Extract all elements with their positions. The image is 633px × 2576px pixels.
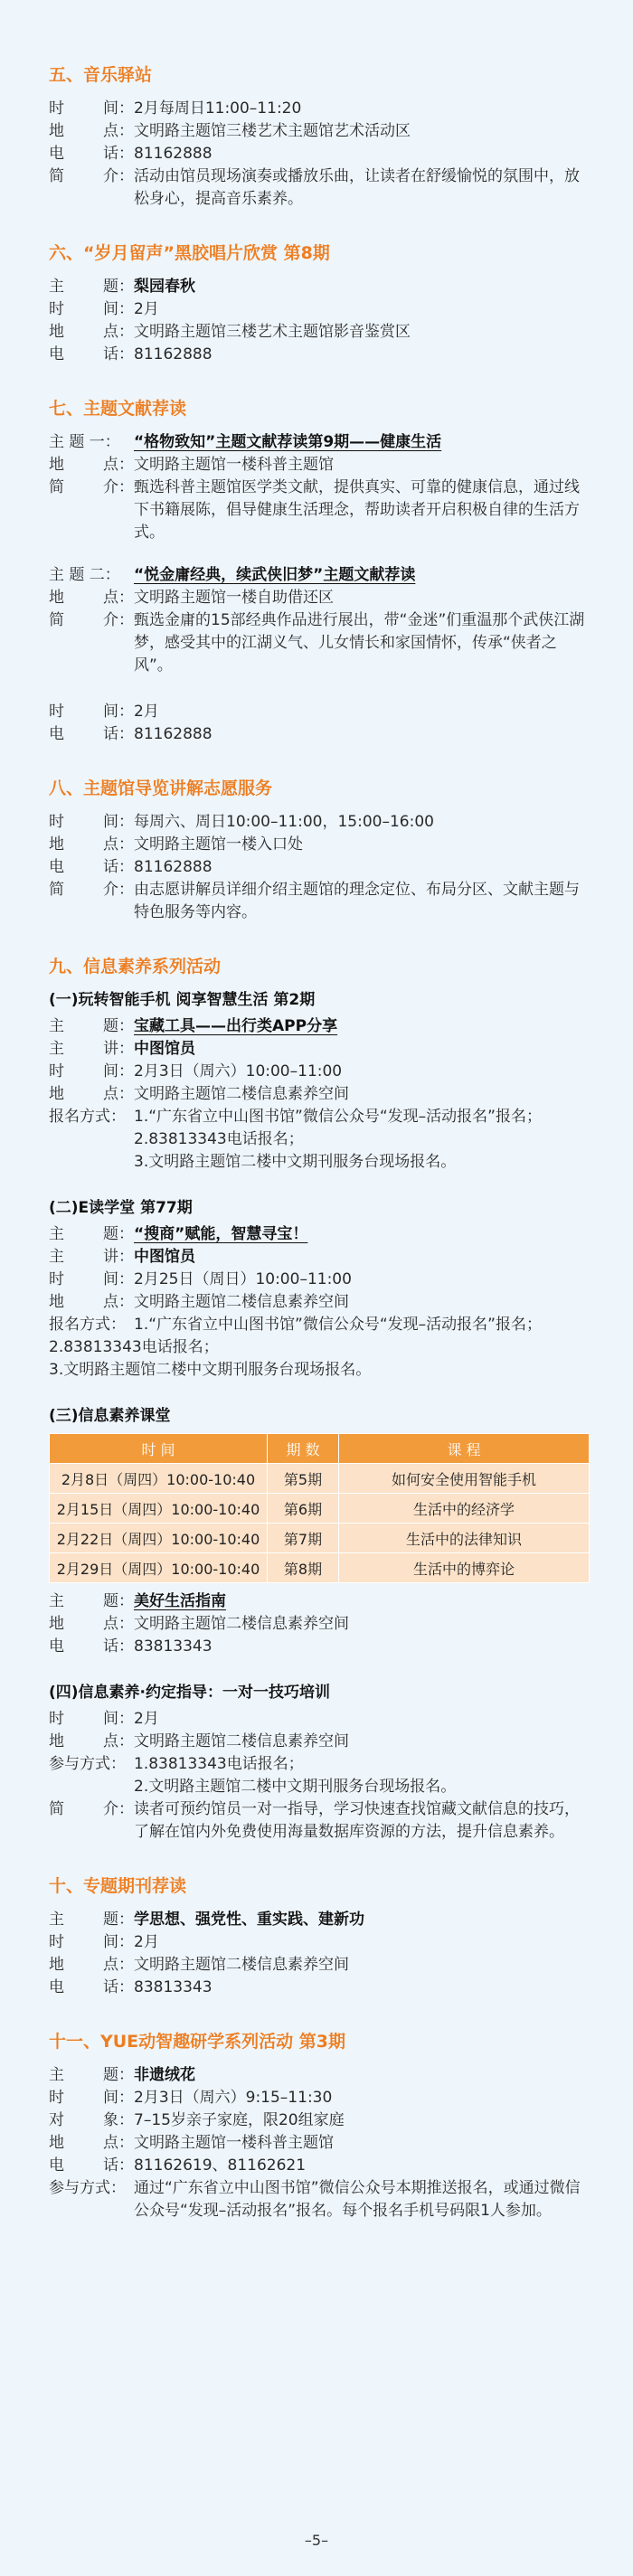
intro-label: 简 介：	[49, 478, 134, 496]
place-label: 地 点：	[49, 456, 134, 474]
theme-row: 主 题： 宝藏工具——出行类APP分享	[49, 1015, 593, 1038]
time-row: 时 间： 2月	[49, 701, 593, 723]
place-label: 地 点：	[49, 1615, 134, 1633]
theme-row: 主 题： “搜商”赋能，智慧寻宝！	[49, 1223, 593, 1246]
table-cell: 第7期	[268, 1524, 339, 1553]
time-row: 时 间： 2月	[49, 298, 593, 321]
table-row	[50, 1494, 590, 1524]
table-cell: 生活中的经济学	[339, 1494, 590, 1524]
time-row: 时 间： 每周六、周日10:00–11:00，15:00–16:00	[49, 811, 593, 834]
place-row: 地 点： 文明路主题馆一楼入口处	[49, 834, 593, 856]
schedule-table	[49, 1433, 590, 1583]
phone-label: 电 话：	[49, 345, 134, 363]
place-row: 地 点： 文明路主题馆二楼信息素养空间	[49, 1954, 593, 1977]
section-vinyl-record	[49, 241, 593, 366]
table-cell: 2月15日（周四）10:00-10:40	[50, 1494, 268, 1524]
section-info-literacy	[49, 955, 593, 1844]
join-label: 参与方式：	[49, 1755, 126, 1773]
time-label: 时 间：	[49, 1062, 134, 1080]
place-label: 地 点：	[49, 122, 134, 140]
speaker-label: 主 讲：	[49, 1040, 134, 1058]
section-special-journals	[49, 1874, 593, 1999]
phone-label: 电 话：	[49, 145, 134, 163]
signup-row: 报名方式： 1.“广东省立中山图书馆”微信公众号“发现–活动报名”报名； 2.83813343电话报名； 3.文明路主题馆二楼中文期刊服务台现场报名。	[49, 1106, 593, 1174]
section-title: 五、音乐驿站	[49, 65, 153, 85]
theme2-row: 主 题 二： “悦金庸经典，续武侠旧梦”主题文献荐读	[49, 564, 593, 587]
theme-label: 主 题：	[49, 1911, 134, 1929]
intro-label: 简 介：	[49, 167, 134, 185]
time-label: 时 间：	[49, 99, 134, 118]
phone-row: 电 话： 81162888	[49, 856, 593, 879]
place-row: 地 点： 文明路主题馆一楼科普主题馆	[49, 2132, 593, 2155]
section-theme-literature	[49, 397, 593, 746]
place-label: 地 点：	[49, 1732, 134, 1750]
time-row: 时 间： 2月	[49, 1931, 593, 1954]
table-cell: 2月22日（周四）10:00-10:40	[50, 1524, 268, 1553]
section-title: 十、专题期刊荐读	[49, 1876, 187, 1896]
phone-label: 电 话：	[49, 725, 134, 743]
phone-label: 电 话：	[49, 2156, 134, 2175]
section-music-station	[49, 63, 593, 211]
time-row: 时 间： 2月3日（周六）10:00–11:00	[49, 1061, 593, 1083]
speaker-label: 主 讲：	[49, 1248, 134, 1266]
section-study-activity	[49, 2030, 593, 2222]
time-row: 时 间： 2月25日（周日）10:00–11:00	[49, 1269, 593, 1291]
intro-row: 简 介： 甄选金庸的15部经典作品进行展出，带“金迷”们重温那个武侠江湖梦，感受其中的江湖义气、儿女情长和家国情怀，传承“侠者之风”。	[49, 609, 593, 677]
table-cell: 生活中的博弈论	[339, 1553, 590, 1583]
table-cell: 生活中的法律知识	[339, 1524, 590, 1553]
time-label: 时 间：	[49, 300, 134, 318]
table-header-cell: 期 数	[268, 1434, 339, 1464]
intro-row: 简 介： 甄选科普主题馆医学类文献，提供真实、可靠的健康信息，通过线下书籍展陈，倡导健康生活理念，帮助读者开启积极自律的生活方式。	[49, 477, 593, 544]
phone-row: 电 话： 81162888	[49, 143, 593, 165]
time-label: 时 间：	[49, 2089, 134, 2107]
table-row	[50, 1553, 590, 1583]
table-header-cell: 课 程	[339, 1434, 590, 1464]
phone-label: 电 话：	[49, 1978, 134, 1996]
theme-row: 主 题： 非遗绒花	[49, 2064, 593, 2087]
place-label: 地 点：	[49, 1085, 134, 1103]
theme-label: 主 题：	[49, 2066, 134, 2084]
signup-label: 报名方式：	[49, 1108, 126, 1126]
theme-label: 主 题：	[49, 1017, 134, 1035]
speaker-row: 主 讲： 中图馆员	[49, 1246, 593, 1269]
table-cell: 如何安全使用智能手机	[339, 1464, 590, 1494]
subsection-title: (二)E读学堂 第77期	[49, 1199, 193, 1217]
time-label: 时 间：	[49, 1933, 134, 1951]
time-label: 时 间：	[49, 1710, 134, 1728]
table-header-cell: 时 间	[50, 1434, 268, 1464]
phone-row: 电 话： 83813343	[49, 1636, 593, 1658]
theme2-label: 主 题 二：	[49, 566, 120, 584]
table-cell: 2月29日（周四）10:00-10:40	[50, 1553, 268, 1583]
join-row: 参与方式： 通过“广东省立中山图书馆”微信公众号本期推送报名，或通过微信公众号“发现–活动报名”报名。每个报名手机号码限1人参加。	[49, 2177, 593, 2222]
place-row: 地 点： 文明路主题馆二楼信息素养空间	[49, 1291, 593, 1314]
phone-row: 电 话： 81162888	[49, 344, 593, 366]
place-label: 地 点：	[49, 1956, 134, 1974]
phone-row: 电 话： 83813343	[49, 1977, 593, 1999]
theme-label: 主 题：	[49, 1225, 134, 1243]
place-row: 地 点： 文明路主题馆三楼艺术主题馆艺术活动区	[49, 120, 593, 143]
place-row: 地 点： 文明路主题馆二楼信息素养空间	[49, 1083, 593, 1106]
signup-line: 3.文明路主题馆二楼中文期刊服务台现场报名。	[49, 1361, 372, 1379]
intro-row: 简 介： 读者可预约馆员一对一指导，学习快速查找馆藏文献信息的技巧，了解在馆内外免费使用海量数据库资源的方法，提升信息素养。	[49, 1798, 593, 1844]
place-label: 地 点：	[49, 1293, 134, 1311]
intro-label: 简 介：	[49, 881, 134, 899]
time-label: 时 间：	[49, 703, 134, 721]
place-row: 地 点： 文明路主题馆二楼信息素养空间	[49, 1613, 593, 1636]
place-row: 地 点： 文明路主题馆二楼信息素养空间	[49, 1731, 593, 1753]
subsection-title: (三)信息素养课堂	[49, 1407, 171, 1425]
time-row: 时 间： 2月	[49, 1708, 593, 1731]
join-label: 参与方式：	[49, 2179, 126, 2197]
intro-label: 简 介：	[49, 611, 134, 629]
table-header-row	[50, 1434, 590, 1464]
theme-row: 主 题： 美好生活指南	[49, 1590, 593, 1613]
section-guided-tour	[49, 777, 593, 924]
place-row: 地 点： 文明路主题馆一楼科普主题馆	[49, 454, 593, 477]
signup-row: 报名方式： 1.“广东省立中山图书馆”微信公众号“发现–活动报名”报名；	[49, 1314, 593, 1336]
section-title: 六、“岁月留声”黑胶唱片欣赏 第8期	[49, 243, 330, 263]
place-label: 地 点：	[49, 2134, 134, 2152]
audience-row: 对 象： 7–15岁亲子家庭，限20组家庭	[49, 2109, 593, 2132]
table-row	[50, 1464, 590, 1494]
section-title: 九、信息素养系列活动	[49, 957, 222, 977]
section-title: 十一、YUE动智趣研学系列活动 第3期	[49, 2032, 346, 2052]
intro-row: 简 介： 活动由馆员现场演奏或播放乐曲，让读者在舒缓愉悦的氛围中，放松身心，提高音乐素养。	[49, 165, 593, 211]
intro-row: 简 介： 由志愿讲解员详细介绍主题馆的理念定位、布局分区、文献主题与特色服务等内容。	[49, 879, 593, 924]
theme-label: 主 题：	[49, 278, 134, 296]
table-cell: 第5期	[268, 1464, 339, 1494]
table-cell: 第8期	[268, 1553, 339, 1583]
phone-label: 电 话：	[49, 1637, 134, 1656]
page-number: –5–	[304, 2532, 329, 2549]
signup-label: 报名方式：	[49, 1316, 126, 1334]
subsection-title: (四)信息素养·约定指导：一对一技巧培训	[49, 1684, 330, 1702]
time-row: 时 间： 2月每周日11:00–11:20	[49, 98, 593, 120]
phone-label: 电 话：	[49, 858, 134, 876]
subsection-title: (一)玩转智能手机 阅享智慧生活 第2期	[49, 991, 316, 1009]
theme-row: 主 题： 学思想、强党性、重实践、建新功	[49, 1909, 593, 1931]
place-label: 地 点：	[49, 323, 134, 341]
section-title: 八、主题馆导览讲解志愿服务	[49, 778, 273, 798]
phone-row: 电 话： 81162888	[49, 723, 593, 746]
table-cell: 第6期	[268, 1494, 339, 1524]
phone-row: 电 话： 81162619、81162621	[49, 2155, 593, 2177]
place-row: 地 点： 文明路主题馆三楼艺术主题馆影音鉴赏区	[49, 321, 593, 344]
theme-row: 主 题： 梨园春秋	[49, 276, 593, 298]
table-cell: 2月8日（周四）10:00-10:40	[50, 1464, 268, 1494]
time-row: 时 间： 2月3日（周六）9:15–11:30	[49, 2087, 593, 2109]
theme-label: 主 题：	[49, 1592, 134, 1610]
theme1-row: 主 题 一： “格物致知”主题文献荐读第9期——健康生活	[49, 431, 593, 454]
table-row	[50, 1524, 590, 1553]
intro-label: 简 介：	[49, 1800, 134, 1818]
place-label: 地 点：	[49, 835, 134, 854]
speaker-row: 主 讲： 中图馆员	[49, 1038, 593, 1061]
audience-label: 对 象：	[49, 2111, 134, 2129]
place-label: 地 点：	[49, 589, 134, 607]
place-row: 地 点： 文明路主题馆一楼自助借还区	[49, 587, 593, 609]
time-label: 时 间：	[49, 813, 134, 831]
theme1-label: 主 题 一：	[49, 433, 120, 451]
time-label: 时 间：	[49, 1270, 134, 1288]
join-row: 参与方式： 1.83813343电话报名； 2.文明路主题馆二楼中文期刊服务台现场报名。	[49, 1753, 593, 1798]
signup-line: 2.83813343电话报名；	[49, 1338, 219, 1356]
section-title: 七、主题文献荐读	[49, 399, 187, 419]
